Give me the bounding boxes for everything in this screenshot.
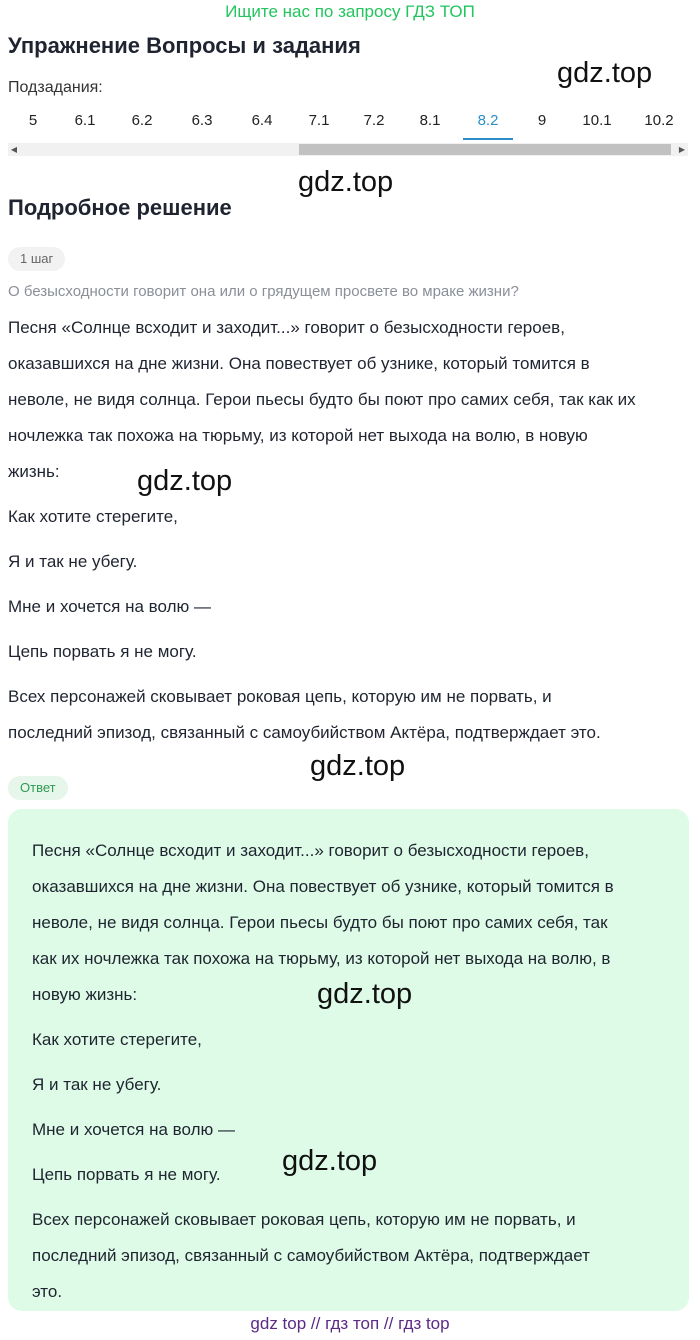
watermark: gdz.top (557, 57, 653, 89)
answer-line: Песня «Солнце всходит и заходит...» говорит о безысходности героев, (32, 841, 589, 860)
tab-8-2[interactable]: 8.2 (477, 112, 499, 129)
tab-7-1[interactable]: 7.1 (308, 112, 330, 129)
solution-line: жизнь: (8, 462, 60, 481)
tab-10-1[interactable]: 10.1 (582, 112, 612, 129)
solution-line: неволе, не видя солнца. Герои пьесы будто бы поют про самих себя, так как их (8, 390, 636, 409)
step-badge: 1 шаг (8, 247, 65, 271)
watermark: gdz.top (137, 465, 233, 497)
answer-line: оказавшихся на дне жизни. Она повествует об узнике, который томится в (32, 877, 614, 896)
solution-line: ночлежка так похожа на тюрьму, из которой нет выхода на волю, в новую (8, 426, 588, 445)
scroll-right-arrow-icon[interactable]: ▶ (678, 145, 686, 154)
tab-7-2[interactable]: 7.2 (363, 112, 385, 129)
answer-line: Всех персонажей сковывает роковая цепь, которую им не порвать, и (32, 1210, 576, 1229)
tabs-scrollbar[interactable] (8, 143, 688, 156)
exercise-title: Упражнение Вопросы и задания (8, 33, 361, 58)
solution-line: последний эпизод, связанный с самоубийством Актёра, подтверждает это. (8, 723, 601, 742)
answer-badge: Ответ (8, 776, 68, 800)
verse-line: Я и так не убегу. (8, 552, 138, 571)
search-banner: Ищите нас по запросу ГДЗ ТОП (225, 2, 475, 21)
answer-line: последний эпизод, связанный с самоубийством Актёра, подтверждает (32, 1246, 590, 1265)
solution-line: Песня «Солнце всходит и заходит...» говорит о безысходности героев, (8, 318, 565, 337)
scrollbar-thumb[interactable] (299, 144, 671, 155)
solution-line: оказавшихся на дне жизни. Она повествует об узнике, который томится в (8, 354, 590, 373)
verse-line: Мне и хочется на волю — (8, 597, 211, 616)
answer-line: новую жизнь: (32, 985, 138, 1004)
tab-5[interactable]: 5 (28, 112, 38, 129)
active-tab-underline (463, 138, 513, 140)
tab-10-2[interactable]: 10.2 (644, 112, 674, 129)
answer-line: это. (32, 1282, 63, 1301)
tab-8-1[interactable]: 8.1 (419, 112, 441, 129)
subtask-tabs (0, 108, 700, 142)
tab-6-3[interactable]: 6.3 (191, 112, 213, 129)
watermark: gdz.top (298, 166, 394, 198)
verse-line: Мне и хочется на волю — (32, 1120, 235, 1139)
watermark: gdz.top (310, 750, 406, 782)
tab-9[interactable]: 9 (537, 112, 547, 129)
tab-6-1[interactable]: 6.1 (74, 112, 96, 129)
tab-6-2[interactable]: 6.2 (131, 112, 153, 129)
answer-line: как их ночлежка так похожа на тюрьму, из которой нет выхода на волю, в (32, 949, 611, 968)
question-text: О безысходности говорит она или о грядущем просвете во мраке жизни? (8, 283, 519, 300)
solution-line: Всех персонажей сковывает роковая цепь, которую им не порвать, и (8, 687, 552, 706)
verse-line: Я и так не убегу. (32, 1075, 162, 1094)
verse-line: Как хотите стерегите, (32, 1030, 202, 1049)
verse-line: Как хотите стерегите, (8, 507, 178, 526)
tab-6-4[interactable]: 6.4 (251, 112, 273, 129)
verse-line: Цепь порвать я не могу. (32, 1165, 221, 1184)
footer-text: gdz top // гдз топ // гдз top (250, 1314, 450, 1333)
watermark: gdz.top (317, 978, 413, 1010)
watermark: gdz.top (282, 1145, 378, 1177)
subtasks-label: Подзадания: (8, 79, 103, 96)
scroll-left-arrow-icon[interactable]: ◀ (10, 145, 18, 154)
solution-title: Подробное решение (8, 195, 232, 220)
verse-line: Цепь порвать я не могу. (8, 642, 197, 661)
answer-line: неволе, не видя солнца. Герои пьесы будто бы поют про самих себя, так (32, 913, 608, 932)
